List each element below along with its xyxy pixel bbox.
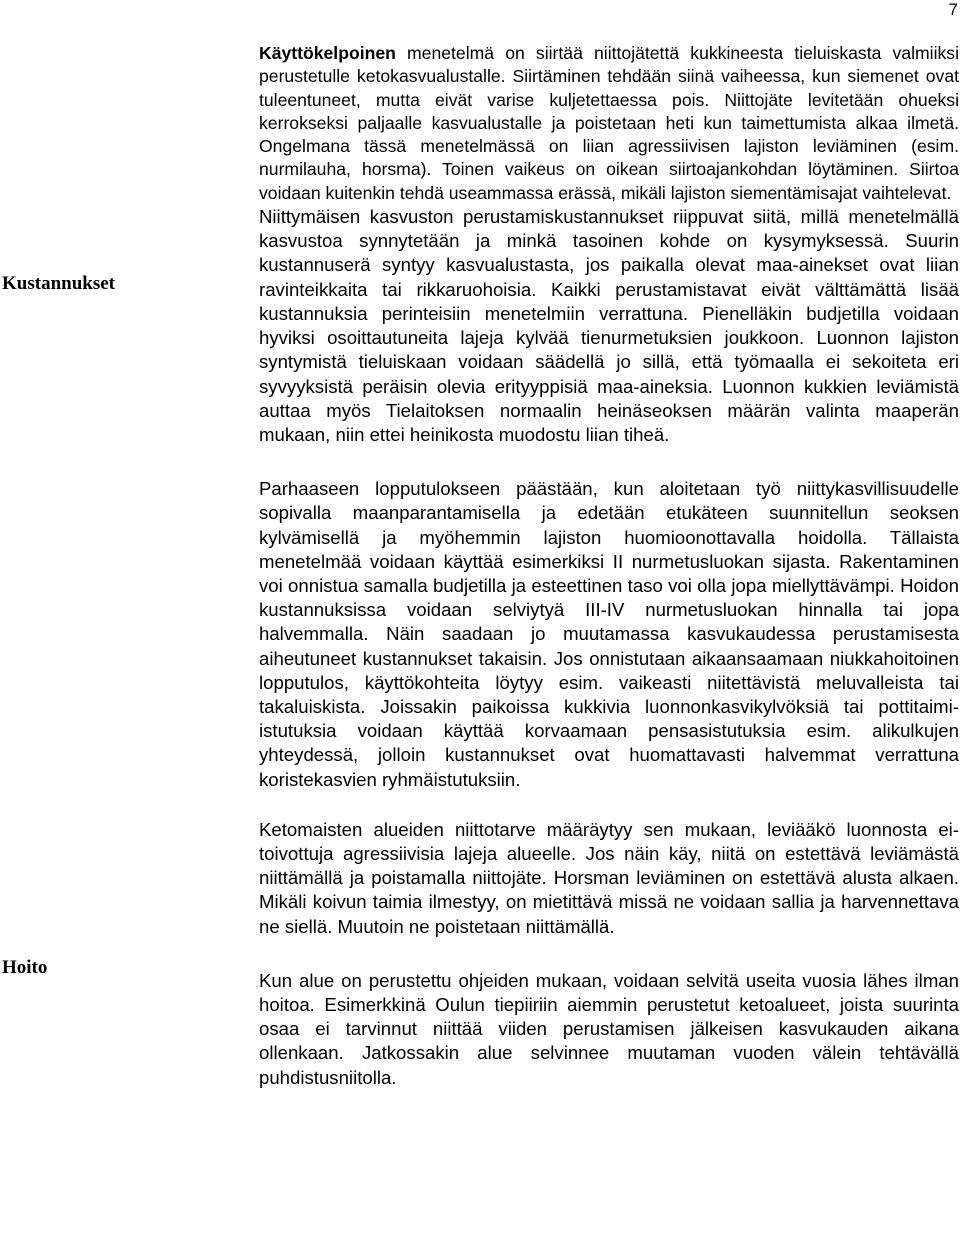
care-paragraph-2: Kun alue on perustettu ohjeiden mukaan, voidaan selvitä useita vuosia lähes ilman hoitoa. Esimerkkinä Oulun tiepiiriin aiemmin perustetut ketoalueet, joista suurinta osaa ei tarvinnut niittää viiden perustamisen jälkeisen kasvukauden aikana ollenkaan. Jatkossakin alue selvinnee muutaman vuoden välein tehtävällä puhdistusniitolla. (259, 969, 959, 1088)
care-block (259, 818, 959, 1090)
paragraph-gap (259, 447, 959, 477)
section-label-costs: Kustannukset (2, 273, 115, 294)
intro-bold-lead: Käyttökelpoinen (259, 43, 396, 63)
costs-paragraph-1: Niittymäisen kasvuston perustamiskustannukset riippuvat siitä, millä menetelmällä kasvustoa synnytetään ja minkä tasoinen kohde on kysymyksessä. Suurin kustannuserä syntyy kasvualustasta, jos paikalla olevat maa-ainekset ovat liian ravinteikkaita tai rikkaruohoisia. Kaikki perustamistavat eivät välttämättä lisää kustannuksia perinteisiin menetelmiin verrattuna. Pienelläkin budjetilla voidaan hyviksi osoittautuneita lajeja kylvää tienurmetuksien joukkoon. Luonnon lajiston syntymistä tieluiskaan voidaan säädellä jo sillä, että työmaalla ei sekoiteta eri syvyyksistä peräisin olevia erityyppisiä maa-aineksia. Luonnon kukkien leviämistä auttaa myös Tielaitoksen normaalin heinäseoksen määrän valinta maaperän mukaan, niin ettei heinikosta muodostu liian tiheä. (259, 206, 959, 445)
section-label-care: Hoito (2, 957, 48, 978)
document-body (259, 42, 959, 1090)
costs-block (259, 205, 959, 792)
intro-block (259, 42, 959, 205)
costs-paragraph-2: Parhaaseen lopputulokseen päästään, kun aloitetaan työ niittykasvillisuudelle sopivalla maanparantamisella ja edetään etukäteen suunnitellun seoksen kylvämisellä ja myöhemmin lajiston huomioonottavalla hoidolla. Tällaista menetelmää voidaan käyttää esimerkiksi II nurmetusluokan sijasta. Rakentaminen voi onnistua samalla budjetilla ja esteettinen taso voi olla jopa miellyttävämpi. Hoidon kustannuksissa voidaan selviytyä III-IV nurmetusluokan hinnalla tai jopa halvemmalla. Näin saadaan jo muutamassa kasvukaudessa perustamisesta aiheutuneet kustannukset takaisin. Jos onnistutaan aikaansaamaan niukkahoitoinen lopputulos, käyttökohteita löytyy esim. vaikeasti niitettävistä meluvalleista tai takaluiskista. Joissakin paikoissa kukkivia luonnonkasvikylvöksiä tai pottitaimi-istutuksia voidaan käyttää korvaamaan pensasistutuksia esim. alikulkujen yhteydessä, jolloin kustannukset ovat huomattavasti halvemmat verrattuna koristekasvien ryhmäistutuksiin. (259, 478, 959, 790)
section-gap (259, 792, 959, 818)
intro-text: menetelmä on siirtää niittojätettä kukkineesta tieluiskasta valmiiksi perustetulle ketokasvualustalle. Siirtäminen tehdään siinä vaiheessa, kun siemenet ovat tuleentuneet, mutta eivät varise kuljetettaessa pois. Niittojäte levitetään ohueksi kerrokseksi paljaalle kasvualustalle ja poistetaan heti kun taimettumista alkaa ilmetä. Ongelmana tässä menetelmässä on liian agressiivisen lajiston leviäminen (esim. nurmilauha, horsma). Toinen vaikeus on oikean siirtoajankohdan löytäminen. Siirtoa voidaan kuitenkin tehdä useammassa erässä, mikäli lajiston siementämisajat vaihtelevat. (259, 43, 959, 203)
page-number: 7 (948, 0, 958, 19)
intro-paragraph (259, 42, 959, 205)
paragraph-gap (259, 939, 959, 969)
care-paragraph-1: Ketomaisten alueiden niittotarve määräytyy sen mukaan, leviääkö luonnosta ei-toivottuja agressiivisia lajeja alueelle. Jos näin käy, niitä on estettävä leviämästä niittämällä ja poistamalla niittojäte. Horsman leviäminen on estettävä alusta alkaen. Mikäli koivun taimia ilmestyy, on mietittävä missä ne voidaan sallia ja harvennettava ne siellä. Muutoin ne poistetaan niittämällä. (259, 818, 959, 937)
